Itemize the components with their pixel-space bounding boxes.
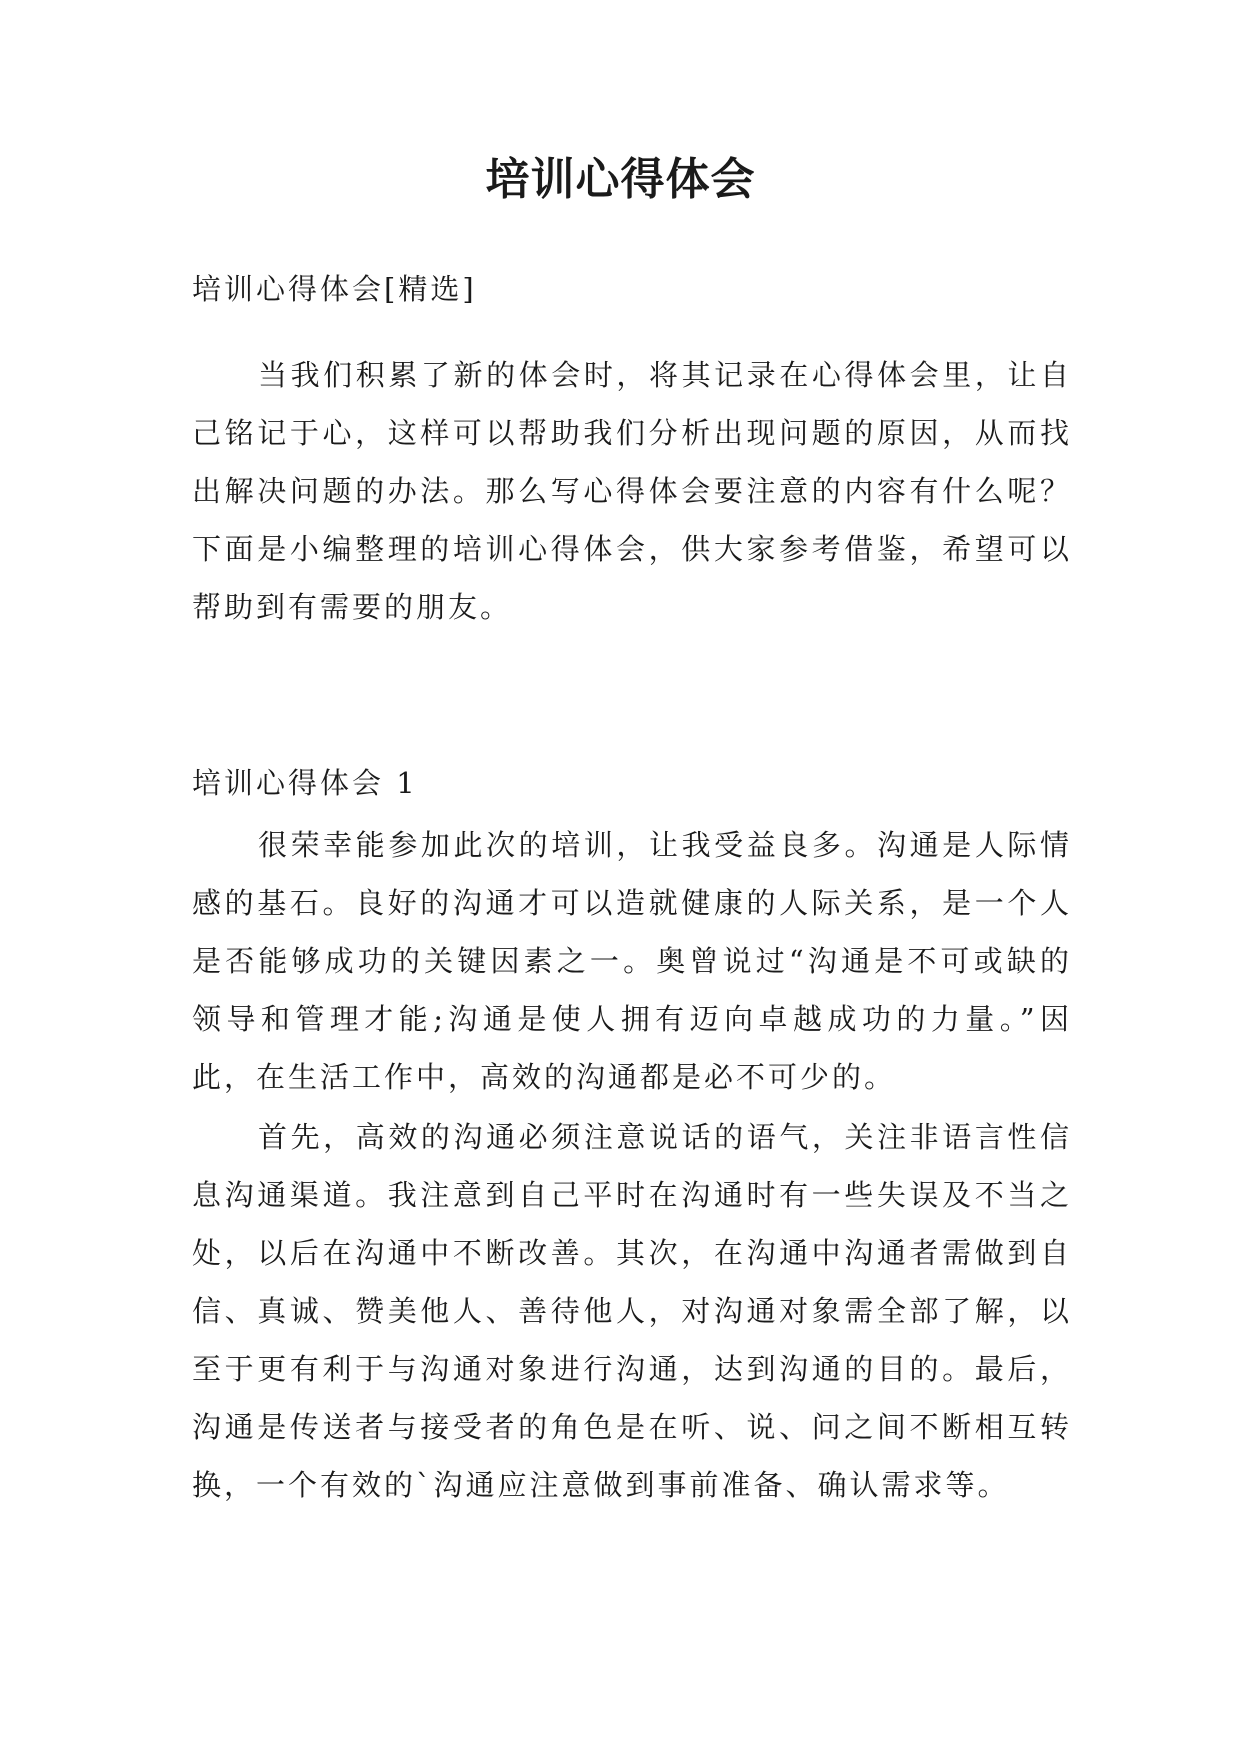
- section-paragraph: 很荣幸能参加此次的培训，让我受益良多。沟通是人际情感的基石。良好的沟通才可以造就健康的人际关系，是一个人是否能够成功的关键因素之一。奥曾说过“沟通是不可或缺的领导和管理才能;沟通是使人拥有迈向卓越成功的力量。”因此，在生活工作中，高效的沟通都是必不可少的。: [192, 828, 1072, 1094]
- section-paragraph: 首先，高效的沟通必须注意说话的语气，关注非语言性信息沟通渠道。我注意到自己平时在沟通时有一些失误及不当之处，以后在沟通中不断改善。其次，在沟通中沟通者需做到自信、真诚、赞美他人、善待他人，对沟通对象需全部了解，以至于更有利于与沟通对象进行沟通，达到沟通的目的。最后，沟通是传送者与接受者的角色是在听、说、问之间不断相互转换，一个有效的`沟通应注意做到事前准备、确认需求等。: [192, 1120, 1072, 1502]
- document-subtitle: 培训心得体会[精选]: [192, 272, 477, 306]
- section-heading: 培训心得体会 1: [192, 766, 418, 800]
- intro-paragraph: 当我们积累了新的体会时，将其记录在心得体会里，让自己铭记于心，这样可以帮助我们分析出现问题的原因，从而找出解决问题的办法。那么写心得体会要注意的内容有什么呢？下面是小编整理的培训心得体会，供大家参考借鉴，希望可以帮助到有需要的朋友。: [192, 358, 1072, 624]
- document-title: 培训心得体会: [485, 154, 756, 205]
